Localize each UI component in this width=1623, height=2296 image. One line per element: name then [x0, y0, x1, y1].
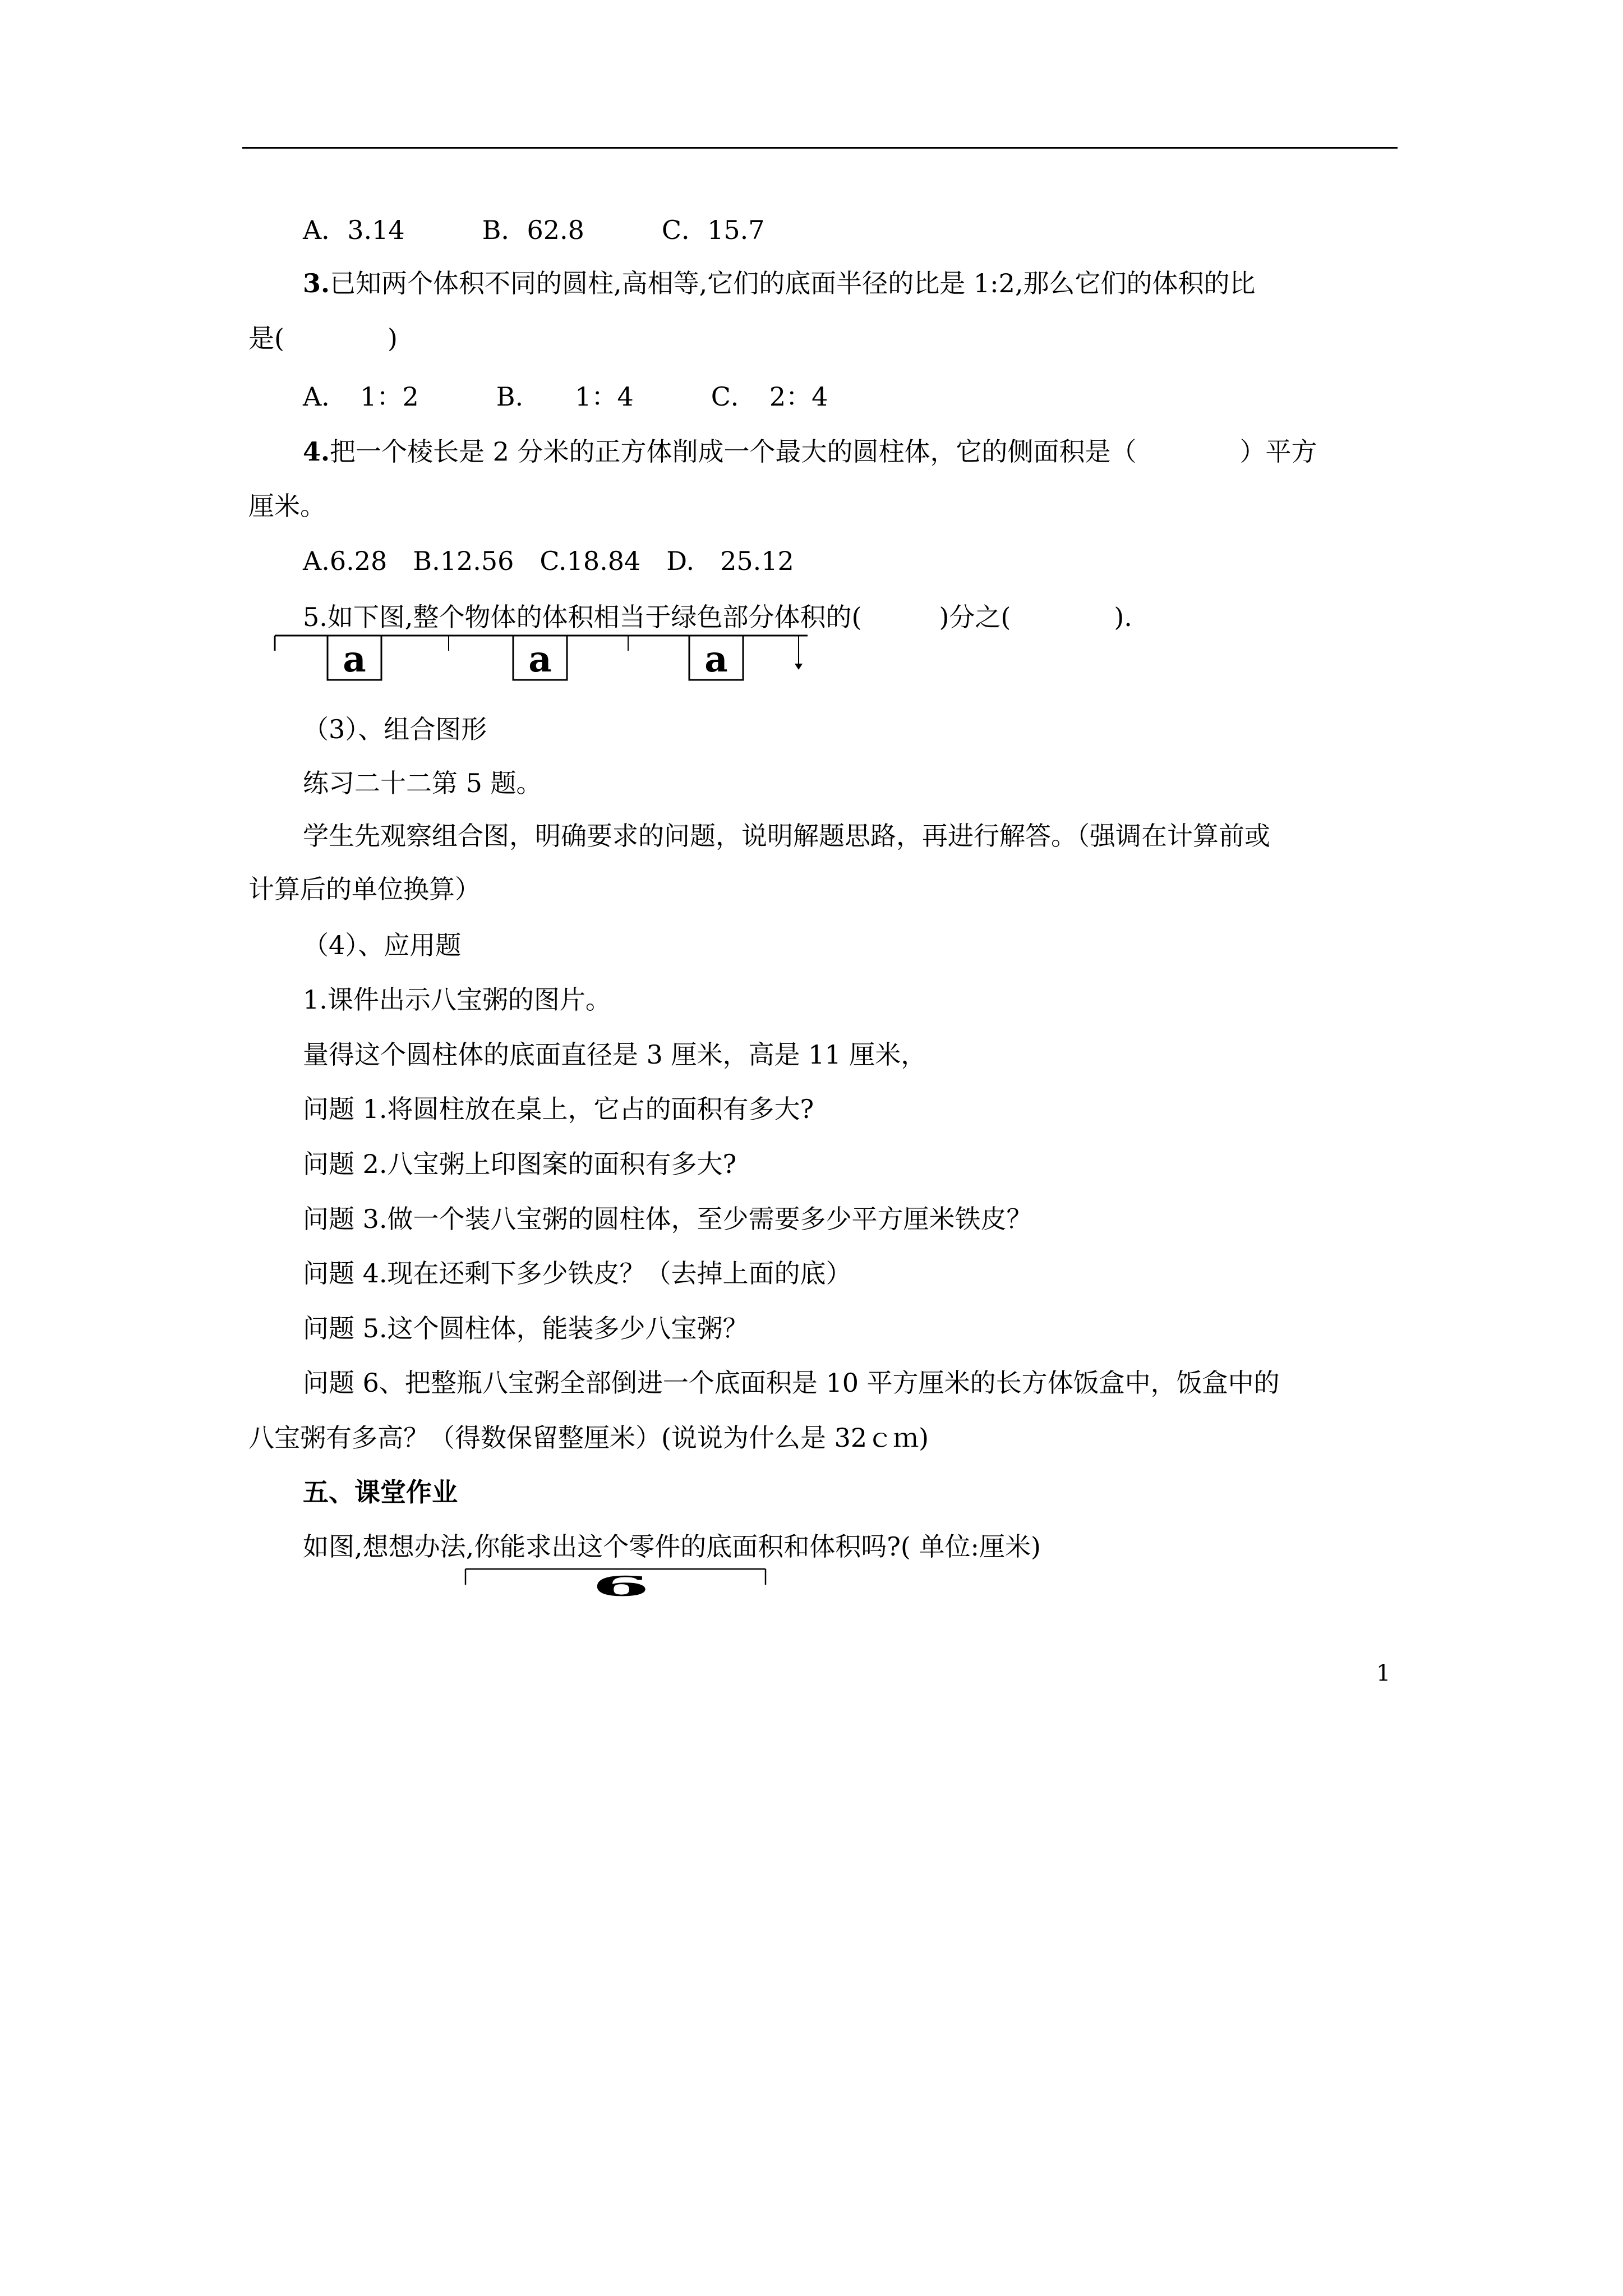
- q4-number: 4.: [303, 436, 330, 467]
- q4-line1: [303, 435, 1317, 468]
- instruction-line1: 学生先观察组合图，明确要求的问题，说明解题思路，再进行解答。（强调在计算前或: [303, 821, 1270, 851]
- part-dimension-label: 6: [592, 1570, 650, 1603]
- question-1: 问题 1.将圆柱放在桌上，它占的面积有多大?: [303, 1094, 814, 1124]
- q3-number: 3.: [303, 268, 330, 298]
- homework-title: 五、课堂作业: [303, 1477, 458, 1507]
- figure-label-a2: a: [528, 638, 552, 680]
- question-5: 问题 5.这个圆柱体，能装多少八宝粥？: [303, 1313, 749, 1343]
- question-2: 问题 2.八宝粥上印图案的面积有多大?: [303, 1149, 737, 1179]
- application-1: 1.课件出示八宝粥的图片。: [303, 984, 611, 1015]
- page-number: 1: [1376, 1660, 1391, 1686]
- volume-figure: [269, 628, 819, 684]
- part-figure: [463, 1562, 777, 1613]
- question-6-line1: 问题 6、把整瓶八宝粥全部倒进一个底面积是 10 平方厘米的长方体饭盒中，饭盒中的: [303, 1368, 1280, 1398]
- question-3: 问题 3.做一个装八宝粥的圆柱体，至少需要多少平方厘米铁皮？: [303, 1204, 1032, 1234]
- measurement: 量得这个圆柱体的底面直径是 3 厘米，高是 11 厘米，: [303, 1039, 927, 1070]
- q3-options: A． 1：2 B. 1：4 C． 2：4: [303, 381, 828, 412]
- instruction-line2: 计算后的单位换算）: [248, 874, 481, 904]
- figure-label-a1: a: [343, 638, 366, 680]
- exercise-ref: 练习二十二第 5 题。: [303, 768, 542, 798]
- q3-line2: 是( ): [248, 323, 398, 353]
- question-6-line2: 八宝粥有多高？（得数保留整厘米）(说说为什么是 32ｃｍ): [248, 1423, 929, 1453]
- q3-line1: [303, 266, 1256, 300]
- q5-text: 5.如下图,整个物体的体积相当于绿色部分体积的( )分之( ).: [303, 602, 1132, 632]
- q4-line2: 厘米。: [248, 491, 326, 521]
- q4-options: A.6.28 B.12.56 C.18.84 D. 25.12: [303, 546, 794, 576]
- q3-text: 已知两个体积不同的圆柱,高相等,它们的底面半径的比是 1:2,那么它们的体积的比: [330, 268, 1256, 298]
- homework-text: 如图,想想办法,你能求出这个零件的底面积和体积吗?( 单位:厘米): [303, 1531, 1041, 1562]
- question-4: 问题 4.现在还剩下多少铁皮？（去掉上面的底）: [303, 1258, 852, 1289]
- section-4-title: （4）、应用题: [303, 930, 462, 960]
- header-rule: [242, 147, 1398, 149]
- section-3-title: （3）、组合图形: [303, 714, 487, 744]
- figure-label-a3: a: [704, 638, 728, 680]
- q2-options: A．3.14 B．62.8 C．15.7: [303, 215, 765, 245]
- q4-text: 把一个棱长是 2 分米的正方体削成一个最大的圆柱体，它的侧面积是（ ）平方: [330, 436, 1317, 467]
